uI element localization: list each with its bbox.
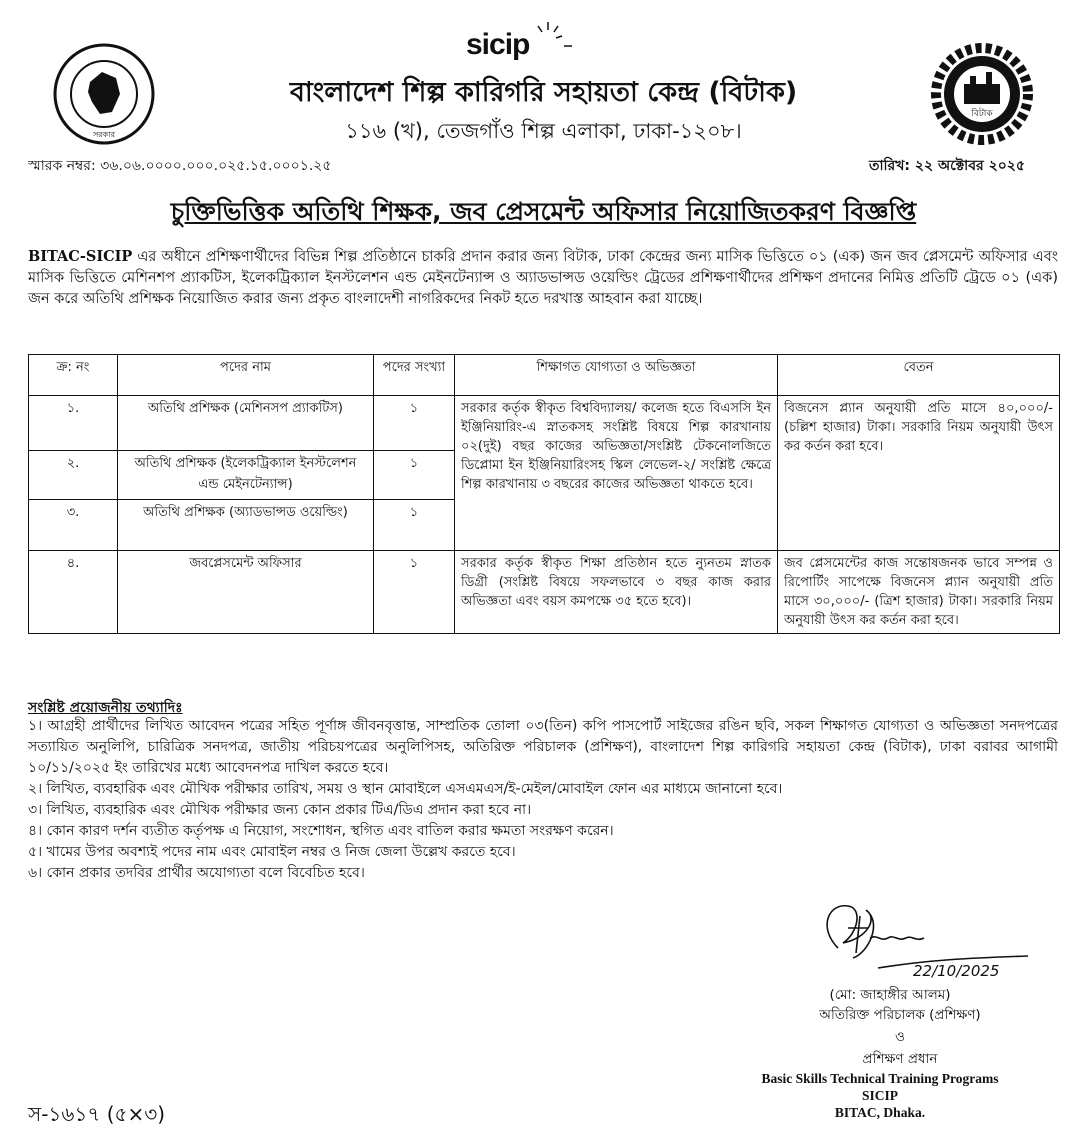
sicip-logo xyxy=(460,18,600,68)
row-post-name: অতিথি প্রশিক্ষক (অ্যাডভান্সড ওয়েল্ডিং) xyxy=(118,500,374,551)
intro-text: এর অধীনে প্রশিক্ষণার্থীদের বিভিন্ন শিল্প প্রতিষ্ঠানে চাকরি প্রদান করার জন্য বিটাক, ঢাকা কেন্দ্রের জন্য মাসিক ভিত্তিতে ০১ (এক) জন জব প্লেসমেন্ট অফিসার এবং মাসিক ভিত্তিতে মেশিনশপ প্র্যাকটিস, ইলেকট্রিক্যাল ইনস্টলেশন এন্ড মেইনটেন্যান্স ও অ্যাডভান্সড ওয়েল্ডিং ট্রেডের প্রশিক্ষণার্থীদের প্রশিক্ষণ প্রদানের নিমিত্ত প্রতিটি ট্রেডে ০১ (এক) জন করে অতিথি প্রশিক্ষক নিয়োজিত করার জন্য প্রকৃত বাংলাদেশী নাগরিকদের নিকট হতে দরখাস্ত আহবান করা যাচ্ছে। xyxy=(28,249,1058,307)
posts-table xyxy=(28,354,1060,634)
officer-qualification: সরকার কর্তৃক স্বীকৃত শিক্ষা প্রতিষ্ঠান হতে ন্যুনতম স্নাতক ডিগ্রী (সংশ্লিষ্ট বিষয়ে সফলভাবে ৩ বছর কাজ করার অভিজ্ঞতা এবং বয়স কমপক্ষে ৩৫ হতে হবে)। xyxy=(455,551,778,634)
header-post-count: পদের সংখ্যা xyxy=(374,355,455,396)
notes-list xyxy=(28,716,1058,884)
row-post-name: অতিথি প্রশিক্ষক (মেশিনসপ প্র্যাকটিস) xyxy=(118,396,374,451)
note-item: ৪। কোন কারণ দর্শন ব্যতীত কর্তৃপক্ষ এ নিয়োগ, সংশোধন, স্থগিত এবং বাতিল করার ক্ষমতা সংরক্ষণ করেন। xyxy=(28,823,614,839)
trainer-salary: বিজনেস প্ল্যান অনুযায়ী প্রতি মাসে ৪০,০০০/- (চল্লিশ হাজার) টাকা। সরকারি নিয়ম অনুযায়ী উৎস কর কর্তন করা হবে। xyxy=(778,396,1060,551)
header-post-name: পদের নাম xyxy=(118,355,374,396)
sicip-logo-text: sicip xyxy=(466,28,530,61)
notice-date: তারিখ: ২২ অক্টোবর ২০২৫ xyxy=(868,158,1025,174)
header-qualification: শিক্ষাগত যোগ্যতা ও অভিজ্ঞতা xyxy=(455,355,778,396)
note-item: ১। আগ্রহী প্রার্থীদের লিখিত আবেদন পত্রের সহিত পূর্ণাঙ্গ জীবনবৃত্তান্ত, সাম্প্রতিক তোলা ০৩(তিন) কপি পাসপোর্ট সাইজের রঙিন ছবি, সকল শিক্ষাগত যোগ্যতা ও অভিজ্ঞতা সনদপত্রের সত্যায়িত অনুলিপি, চারিত্রিক সনদপত্র, জাতীয় পরিচয়পত্রের অনুলিপিসহ, অতিরিক্ত পরিচালক (প্রশিক্ষণ), বাংলাদেশ শিল্প কারিগরি সহায়তা কেন্দ্র (বিটাক), ঢাকা বরাবর আগামী ১০/১১/২০২৫ ইং তারিখের মধ্যে আবেদনপত্র দাখিল করতে হবে। xyxy=(28,718,1058,776)
intro-lead: BITAC-SICIP xyxy=(28,248,133,265)
signatory-designation: অতিরিক্ত পরিচালক (প্রশিক্ষণ) xyxy=(819,1007,981,1023)
trainer-qualification: সরকার কর্তৃক স্বীকৃত বিশ্ববিদ্যালয়/ কলেজ হতে বিএসসি ইন ইঞ্জিনিয়ারিং-এ স্নাতকসহ সংশ্লিষ্ট বিষয়ে শিল্প কারখানায় ০২(দুই) বছর কাজের অভিজ্ঞতা/সংশ্লিষ্ট টেকনোলজিতে ডিপ্লোমা ইন ইঞ্জিনিয়ারিংসহ স্কিল লেভেল-২/ সংশ্লিষ্ট ক্ষেত্রে শিল্প কারখানায় ৩ বছরের কাজের অভিজ্ঞতা থাকতে হবে। xyxy=(455,396,778,551)
row-post-name: জবপ্লেসমেন্ট অফিসার xyxy=(118,551,374,634)
officer-salary: জব প্লেসমেন্টের কাজ সন্তোষজনক ভাবে সম্পন্ন ও রিপোর্টিং সাপেক্ষে বিজনেস প্ল্যান অনুযায়ী প্রতি মাসে ৩০,০০০/- (ত্রিশ হাজার) টাকা। সরকারি নিয়ম অনুযায়ী উৎস কর কর্তন করা হবে। xyxy=(778,551,1060,634)
signature-date: 22/10/2025 xyxy=(913,962,1000,980)
project-name: SICIP xyxy=(861,1088,898,1103)
notice-title: চুক্তিভিত্তিক অতিথি শিক্ষক, জব প্রেসমেন্ট অফিসার নিয়োজিতকরণ বিজ্ঞপ্তি xyxy=(170,197,917,226)
table-header-row xyxy=(29,355,1060,396)
row-post-count: ১ xyxy=(374,500,455,551)
note-item: ২। লিখিত, ব্যবহারিক এবং মৌখিক পরীক্ষার তারিখ, সময় ও স্থান মোবাইলে এসএমএস/ই-মেইল/মোবাইল ফোন এর মাধ্যমে জানানো হবে। xyxy=(28,781,783,797)
row-serial: ৪. xyxy=(29,551,118,634)
table-row xyxy=(29,551,1060,634)
footer-code: স-১৬১৭ (৫×৩) xyxy=(28,1102,166,1126)
organization-title: বাংলাদেশ শিল্প কারিগরি সহায়তা কেন্দ্র (বিটাক) xyxy=(289,77,798,108)
signatory-role: প্রশিক্ষণ প্রধান xyxy=(862,1051,938,1067)
handwritten-signature xyxy=(808,898,1038,984)
svg-text:সরকার: সরকার xyxy=(92,130,116,139)
signatory-name: (মো: জাহাঙ্গীর আলম) xyxy=(829,987,951,1003)
note-item: ৩। লিখিত, ব্যবহারিক এবং মৌখিক পরীক্ষার জন্য কোন প্রকার টিএ/ডিএ প্রদান করা হবে না। xyxy=(28,802,532,818)
notes-heading: সংশ্লিষ্ট প্রয়োজনীয় তথ্যাদিঃ xyxy=(28,700,183,716)
row-serial: ১. xyxy=(29,396,118,451)
header-serial: ক্র: নং xyxy=(29,355,118,396)
row-serial: ২. xyxy=(29,451,118,500)
row-post-count: ১ xyxy=(374,396,455,451)
svg-text:বিটাক: বিটাক xyxy=(971,109,993,119)
organization-address: ১১৬ (খ), তেজগাঁও শিল্প এলাকা, ঢাকা-১২০৮। xyxy=(345,119,742,143)
row-post-count: ১ xyxy=(374,451,455,500)
row-serial: ৩. xyxy=(29,500,118,551)
program-name: Basic Skills Technical Training Programs xyxy=(761,1071,999,1086)
row-post-count: ১ xyxy=(374,551,455,634)
signatory-conjunction: ও xyxy=(895,1029,905,1045)
office-name: BITAC, Dhaka. xyxy=(834,1105,926,1120)
memo-number: স্মারক নম্বর: ৩৬.০৬.০০০০.০০০.০২৫.১৫.০০০১.২৫ xyxy=(28,158,332,174)
note-item: ৬। কোন প্রকার তদবির প্রার্থীর অযোগ্যতা বলে বিবেচিত হবে। xyxy=(28,865,365,881)
note-item: ৫। খামের উপর অবশ্যই পদের নাম এবং মোবাইল নম্বর ও নিজ জেলা উল্লেখ করতে হবে। xyxy=(28,844,516,860)
header-salary: বেতন xyxy=(778,355,1060,396)
intro-paragraph xyxy=(28,246,1058,310)
table-row xyxy=(29,396,1060,451)
row-post-name: অতিথি প্রশিক্ষক (ইলেকট্রিক্যাল ইনস্টলেশন এন্ড মেইনটেন্যান্স) xyxy=(118,451,374,500)
signatory-office-block xyxy=(695,1070,1065,1121)
